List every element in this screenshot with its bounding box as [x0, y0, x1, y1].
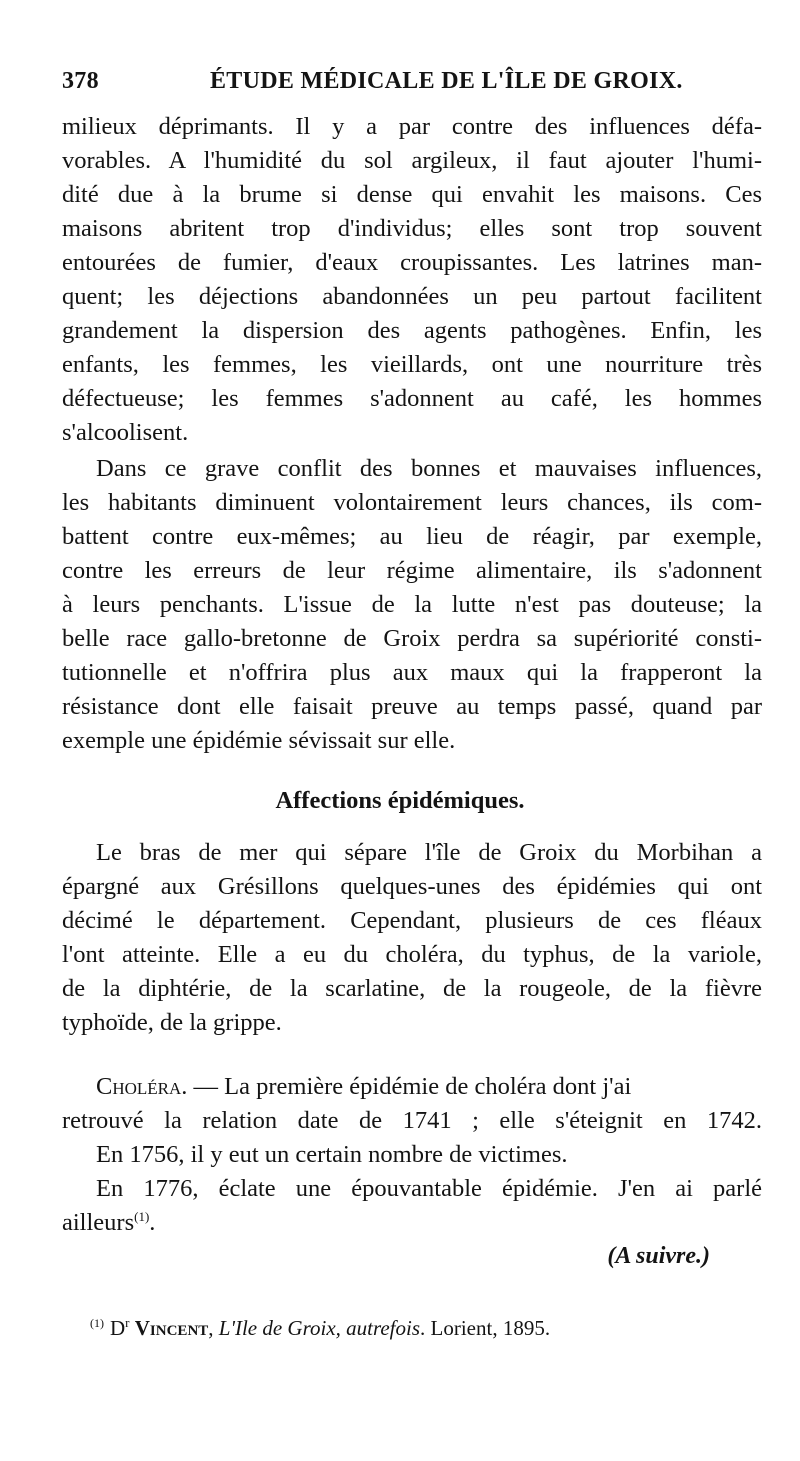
text-line: exemple une épidémie sévissait sur elle.: [62, 727, 456, 754]
cholera-label: Choléra.: [96, 1073, 188, 1100]
text-line: dité due à la brume si dense qui envahit les maisons. Ces: [62, 181, 762, 208]
text-line: à leurs penchants. L'issue de la lutte n'est pas douteuse; la: [62, 591, 762, 618]
text-line: belle race gallo-bretonne de Groix perdra sa supériorité consti-: [62, 625, 762, 652]
text-line: quent; les déjections abandonnées un peu partout facilitent: [62, 283, 762, 310]
footnote-mark: (1): [90, 1316, 104, 1330]
text-line: de la diphtérie, de la scarlatine, de la rougeole, de la fièvre: [62, 975, 762, 1002]
text-line: maisons abritent trop d'individus; elles sont trop souvent: [62, 215, 762, 242]
section-heading: Affections épidémiques.: [275, 787, 525, 814]
text-line: [96, 1070, 762, 1104]
text-line: En 1776, éclate une épouvantable épidémie. J'en ai parlé: [96, 1175, 762, 1202]
text-line: Le bras de mer qui sépare l'île de Groix du Morbihan a: [96, 839, 762, 866]
text-line: épargné aux Grésillons quelques-unes des épidémies qui ont: [62, 873, 762, 900]
text-segment: ailleurs: [62, 1209, 135, 1236]
footnote-prefix-sup: r: [125, 1315, 130, 1330]
text-line: les habitants diminuent volontairement leurs chances, ils com-: [62, 489, 762, 516]
text-line: contre les erreurs de leur régime alimentaire, ils s'adonnent: [62, 557, 762, 584]
text-line: tutionnelle et n'offrira plus aux maux qui la frapperont la: [62, 659, 762, 686]
text-line: milieux déprimants. Il y a par contre des influences défa-: [62, 113, 762, 140]
footnote: $^{(1)}$ $D^r$ Vincent, L'Ile de Groix, autrefois. Lorient, 1895.: [90, 1315, 551, 1340]
footnote-title: L'Ile de Groix, autrefois: [218, 1316, 421, 1340]
text-line: grandement la dispersion des agents pathogènes. Enfin, les: [62, 317, 762, 344]
text-line: Dans ce grave conflit des bonnes et mauvaises influences,: [96, 455, 762, 482]
continuation-note: (A suivre.): [607, 1243, 710, 1269]
text-line: En 1756, il y eut un certain nombre de victimes.: [96, 1141, 568, 1168]
text-line: résistance dont elle faisait preuve au temps passé, quand par: [62, 693, 762, 720]
text-line: vorables. A l'humidité du sol argileux, il faut ajouter l'humi-: [62, 147, 762, 174]
running-title: ÉTUDE MÉDICALE DE L'ÎLE DE GROIX.: [210, 68, 683, 94]
page-number: 378: [62, 68, 99, 94]
text-line: battent contre eux-mêmes; au lieu de réagir, par exemple,: [62, 523, 762, 550]
text-line: s'alcoolisent.: [62, 419, 189, 446]
running-header: [62, 68, 738, 100]
text-line: entourées de fumier, d'eaux croupissantes. Les latrines man-: [62, 249, 762, 276]
text-line: ailleurs$^{(1)}$.: [62, 1208, 156, 1236]
footnote-rest: . Lorient, 1895.: [420, 1316, 551, 1340]
footnote-author: Vincent: [134, 1316, 209, 1340]
text-line: enfants, les femmes, les vieillards, ont une nourriture très: [62, 351, 762, 378]
text-line: défectueuse; les femmes s'adonnent au café, les hommes: [62, 385, 762, 412]
text-line: typhoïde, de la grippe.: [62, 1009, 282, 1036]
text-line: décimé le département. Cependant, plusieurs de ces fléaux: [62, 907, 762, 934]
text-segment: — La première épidémie de choléra dont j'ai: [193, 1073, 632, 1100]
text-line: retrouvé la relation date de 1741 ; elle s'éteignit en 1742.: [62, 1107, 762, 1134]
text-line: l'ont atteinte. Elle a eu du choléra, du typhus, de la variole,: [62, 941, 762, 968]
footnote-reference: (1): [134, 1208, 150, 1224]
footnote-prefix: D: [110, 1316, 126, 1340]
